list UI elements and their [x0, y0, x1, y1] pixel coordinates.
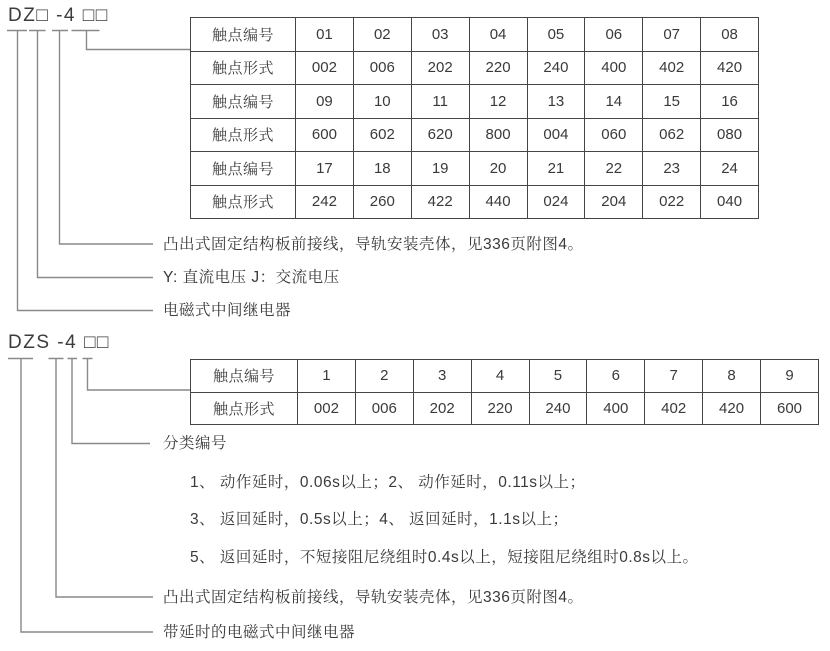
value-cell: 062	[643, 118, 701, 152]
value-cell: 204	[585, 185, 643, 219]
value-cell: 3	[413, 360, 471, 393]
dz-label-mounting: 凸出式固定结构板前接线，导轨安装壳体，见336页附图4。	[163, 236, 584, 253]
value-cell: 13	[527, 85, 585, 119]
value-cell: 240	[527, 51, 585, 85]
dz-connector-voltage	[38, 31, 154, 278]
value-cell: 8	[703, 360, 761, 393]
value-cell: 080	[701, 118, 759, 152]
dz-label-relay-type: 电磁式中间继电器	[163, 302, 292, 319]
value-cell: 600	[761, 392, 819, 425]
value-cell: 060	[585, 118, 643, 152]
value-cell: 600	[296, 118, 354, 152]
value-cell: 800	[469, 118, 527, 152]
row-header-cell: 触点编号	[191, 360, 298, 393]
value-cell: 18	[353, 152, 411, 186]
value-cell: 12	[469, 85, 527, 119]
table-row	[191, 18, 759, 52]
value-cell: 400	[587, 392, 645, 425]
value-cell: 09	[296, 85, 354, 119]
dz-connector-to-table	[87, 31, 191, 50]
value-cell: 024	[527, 185, 585, 219]
dz-contact-table	[190, 17, 759, 219]
value-cell: 19	[411, 152, 469, 186]
value-cell: 440	[469, 185, 527, 219]
row-header-cell: 触点编号	[191, 152, 296, 186]
dzs-note-1: 1、 动作延时，0.06s以上；2、 动作延时，0.11s以上；	[190, 474, 586, 491]
value-cell: 02	[353, 18, 411, 52]
dzs-contact-table	[190, 359, 819, 425]
value-cell: 04	[469, 18, 527, 52]
row-header-cell: 触点形式	[191, 51, 296, 85]
value-cell: 402	[643, 51, 701, 85]
value-cell: 006	[353, 51, 411, 85]
value-cell: 14	[585, 85, 643, 119]
table-row	[191, 360, 819, 393]
value-cell: 21	[527, 152, 585, 186]
dzs-connector-type	[21, 359, 153, 633]
value-cell: 202	[411, 51, 469, 85]
value-cell: 260	[353, 185, 411, 219]
value-cell: 17	[296, 152, 354, 186]
value-cell: 23	[643, 152, 701, 186]
value-cell: 16	[701, 85, 759, 119]
value-cell: 10	[353, 85, 411, 119]
value-cell: 006	[355, 392, 413, 425]
value-cell: 5	[529, 360, 587, 393]
table-row	[191, 51, 759, 85]
value-cell: 620	[411, 118, 469, 152]
value-cell: 220	[471, 392, 529, 425]
value-cell: 15	[643, 85, 701, 119]
value-cell: 422	[411, 185, 469, 219]
value-cell: 040	[701, 185, 759, 219]
value-cell: 05	[527, 18, 585, 52]
value-cell: 400	[585, 51, 643, 85]
value-cell: 06	[585, 18, 643, 52]
table-row	[191, 185, 759, 219]
value-cell: 240	[529, 392, 587, 425]
value-cell: 9	[761, 360, 819, 393]
dzs-note-3: 5、 返回延时，不短接阻尼绕组时0.4s以上，短接阻尼绕组时0.8s以上。	[190, 549, 699, 566]
value-cell: 01	[296, 18, 354, 52]
value-cell: 4	[471, 360, 529, 393]
dzs-connector-mounting	[56, 359, 153, 598]
value-cell: 420	[703, 392, 761, 425]
row-header-cell: 触点编号	[191, 18, 296, 52]
value-cell: 004	[527, 118, 585, 152]
dzs-model-code: DZS -4 □□	[8, 332, 110, 353]
table-row	[191, 392, 819, 425]
value-cell: 20	[469, 152, 527, 186]
value-cell: 03	[411, 18, 469, 52]
value-cell: 11	[411, 85, 469, 119]
table-row	[191, 152, 759, 186]
dzs-label-class-number: 分类编号	[163, 435, 228, 452]
value-cell: 08	[701, 18, 759, 52]
value-cell: 24	[701, 152, 759, 186]
row-header-cell: 触点形式	[191, 185, 296, 219]
row-header-cell: 触点编号	[191, 85, 296, 119]
value-cell: 022	[643, 185, 701, 219]
dz-label-voltage: Y: 直流电压 J：交流电压	[163, 269, 340, 286]
row-header-cell: 触点形式	[191, 392, 298, 425]
table-row	[191, 118, 759, 152]
value-cell: 002	[298, 392, 356, 425]
value-cell: 2	[355, 360, 413, 393]
table-row	[191, 85, 759, 119]
dzs-label-mounting: 凸出式固定结构板前接线，导轨安装壳体，见336页附图4。	[163, 589, 584, 606]
value-cell: 402	[645, 392, 703, 425]
value-cell: 1	[298, 360, 356, 393]
dzs-label-relay-type: 带延时的电磁式中间继电器	[163, 624, 356, 641]
value-cell: 7	[645, 360, 703, 393]
value-cell: 002	[296, 51, 354, 85]
value-cell: 07	[643, 18, 701, 52]
value-cell: 22	[585, 152, 643, 186]
dzs-connector-class	[72, 359, 150, 444]
value-cell: 220	[469, 51, 527, 85]
value-cell: 420	[701, 51, 759, 85]
value-cell: 6	[587, 360, 645, 393]
value-cell: 602	[353, 118, 411, 152]
dz-model-code: DZ□ -4 □□	[8, 5, 109, 26]
dzs-note-2: 3、 返回延时，0.5s以上；4、 返回延时，1.1s以上；	[190, 511, 569, 528]
value-cell: 242	[296, 185, 354, 219]
value-cell: 202	[413, 392, 471, 425]
dz-connector-mounting	[60, 31, 154, 245]
row-header-cell: 触点形式	[191, 118, 296, 152]
dzs-connector-to-table	[88, 359, 191, 391]
